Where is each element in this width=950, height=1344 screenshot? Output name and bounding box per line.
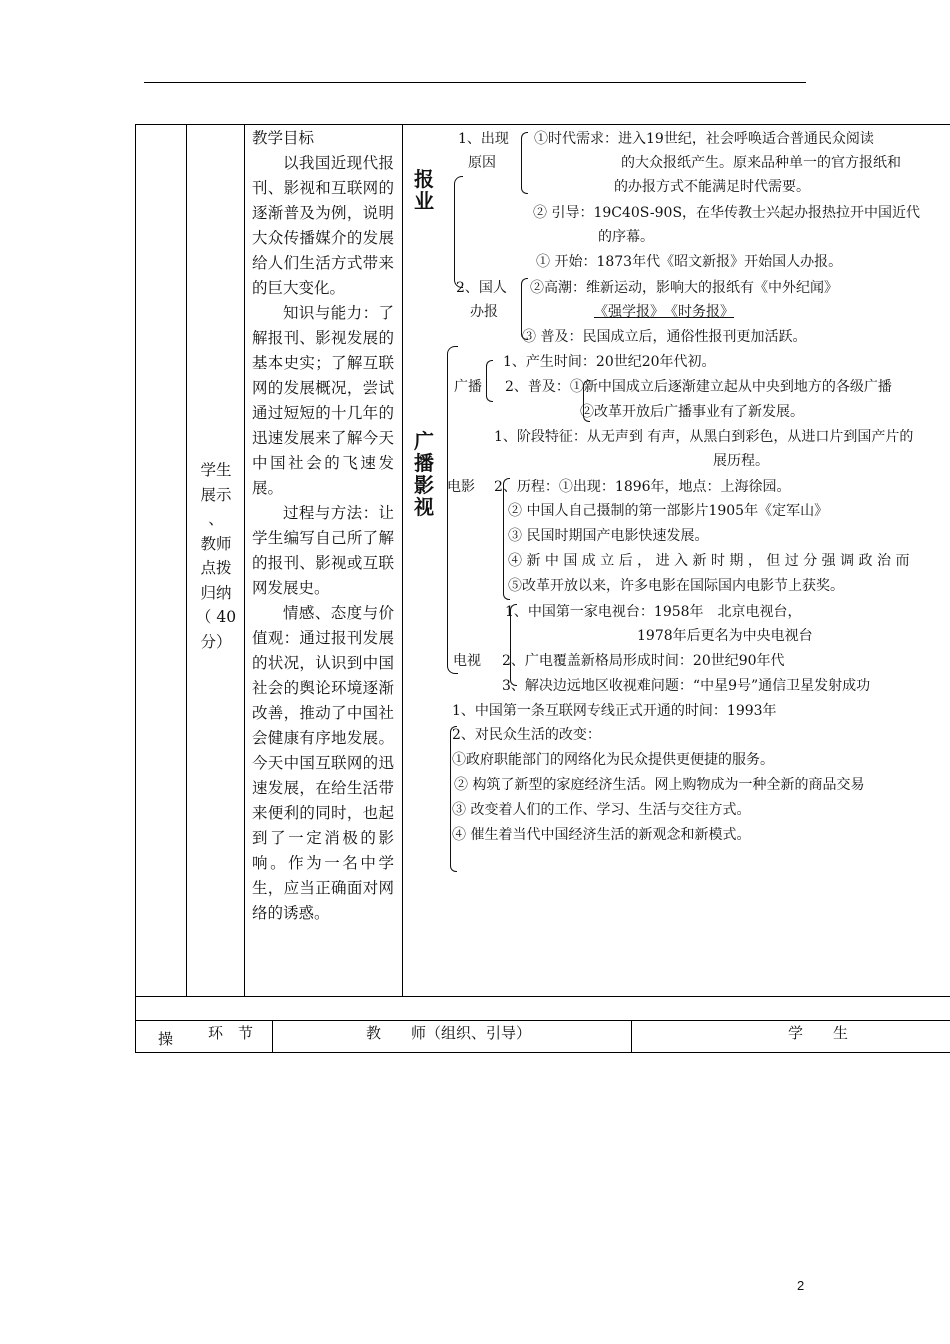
bracket-reason	[521, 132, 528, 194]
tv-line: 2、广电覆盖新格局形成时间：20世纪90年代	[502, 653, 785, 669]
baoye-line: 的序幕。	[598, 229, 654, 245]
film-line: ③ 民国时期国产电影快速发展。	[508, 528, 709, 544]
baoye-s1b: 原因	[468, 155, 496, 171]
footer-cell-2: 环 节	[208, 1024, 254, 1042]
internet-line: ② 构筑了新型的家庭经济生活。网上购物成为一种全新的商品交易	[454, 777, 865, 793]
bracket-internet	[450, 726, 457, 872]
stage-label-line: 点拨	[200, 559, 232, 577]
bracket-baoye	[454, 176, 463, 288]
baoye-line: ① 开始：1873年代《昭文新报》开始国人办报。	[536, 254, 843, 270]
stage-label-line: （ 40	[195, 608, 237, 626]
film-line: 1、阶段特征：从无声到 有声，从黑白到彩色，从进口片到国产片的	[494, 429, 914, 445]
objectives-paragraph: 以我国近现代报刊、影视和互联网的逐渐普及为例，说明大众传播媒介的发展给人们生活方式带来的巨大变化。	[252, 154, 394, 297]
table-row-divider-2	[135, 1020, 950, 1021]
table-border-left	[135, 124, 136, 1052]
section-header-guangbo: 广播影视	[414, 429, 434, 519]
baoye-s2b: 办报	[470, 304, 498, 320]
tv-line: 1978年后更名为中央电视台	[637, 628, 813, 644]
internet-line: 2、对民众生活的改变：	[452, 727, 601, 743]
film-line: ② 中国人自己摄制的第一部影片1905年《定军山》	[508, 503, 829, 519]
baoye-line: 的办报方式不能满足时代需要。	[614, 179, 810, 195]
baoye-line: ③ 普及：民国成立后，通俗性报刊更加活跃。	[522, 329, 807, 345]
radio-line: ②改革开放后广播事业有了新发展。	[580, 404, 804, 420]
stage-label-line: 、	[208, 510, 224, 528]
table-row-divider	[135, 996, 950, 997]
baoye-line: ② 引导：19C40S-90S，在华传教士兴起办报热拉开中国近代	[533, 205, 921, 221]
tv-line: 1、中国第一家电视台：1958年 北京电视台，	[505, 604, 802, 620]
table-col-divider-3	[402, 124, 403, 996]
section-header-baoye: 报业	[414, 167, 434, 213]
baoye-s2a: 2、国人	[456, 280, 507, 296]
tv-label: 电视	[453, 653, 481, 669]
objectives-title: 教学目标	[252, 129, 315, 147]
tv-line: 3、解决边远地区收视难问题：“中星9号”通信卫星发射成功	[502, 678, 871, 694]
internet-line: ①政府职能部门的网络化为民众提供更便捷的服务。	[452, 752, 774, 768]
objectives-paragraph: 情感、态度与价值观：通过报刊发展的状况，认识到中国社会的舆论环境逐渐改善，推动了中国社会健康有序地发展。今天中国互联网的迅速发展，在给生活带来便利的同时，也起到了一定消极的影响。作为一名中学生，应当正确面对网络的诱惑。	[252, 604, 394, 922]
footer-cell-4: 学 生	[788, 1024, 849, 1042]
internet-line: ③ 改变着人们的工作、学习、生活与交往方式。	[452, 802, 751, 818]
table-col-divider-1	[186, 124, 187, 996]
page-number: 2	[797, 1278, 805, 1293]
footer-col-divider-1	[272, 1020, 273, 1052]
internet-line: ④ 催生着当代中国经济生活的新观念和新模式。	[452, 827, 751, 843]
film-line: ④ 新 中 国 成 立 后 ， 进 入 新 时 期 ， 但 过 分 强 调 政 治 而	[508, 553, 910, 569]
header-rule	[144, 82, 806, 83]
objectives-paragraph: 过程与方法：让学生编写自己所了解的报刊、影视或互联网发展史。	[252, 504, 394, 597]
baoye-line: 《强学报》 《时务报》	[594, 304, 734, 320]
radio-line: 1、产生时间：20世纪20年代初。	[503, 354, 716, 370]
stage-label-line: 分）	[200, 632, 232, 651]
table-border-bottom	[135, 1052, 950, 1053]
stage-label-line: 教师	[200, 534, 232, 553]
baoye-s1a: 1、出现	[458, 131, 509, 147]
stage-label	[192, 458, 240, 654]
internet-line: 1、中国第一条互联网专线正式开通的时间：1993年	[452, 703, 777, 719]
stage-label-line: 归纳	[200, 583, 232, 602]
bracket-radio	[486, 360, 493, 402]
objectives-paragraph: 知识与能力：了解报刊、影视发展的基本史实；了解互联网的发展概况，尝试通过短短的十几年的迅速发展来了解今天中国社会的飞速发展。	[252, 304, 394, 497]
baoye-line: 的大众报纸产生。原来品种单一的官方报纸和	[621, 155, 901, 171]
baoye-line: ②高潮：维新运动，影响大的报纸有《中外纪闻》	[530, 280, 838, 296]
teaching-objectives	[252, 126, 394, 926]
radio-label: 广播	[454, 379, 482, 395]
radio-line: 2、普及：①新中国成立后逐渐建立起从中央到地方的各级广播	[505, 379, 892, 395]
film-line: 展历程。	[713, 453, 769, 469]
baoye-line: ①时代需求：进入19世纪，社会呼唤适合普通民众阅读	[534, 131, 874, 147]
film-label: 电影	[447, 479, 475, 495]
table-col-divider-2	[244, 124, 245, 996]
footer-cell-1: 操	[158, 1030, 174, 1048]
footer-cell-3: 教 师（组织、引导）	[366, 1024, 532, 1042]
footer-col-divider-2	[631, 1020, 632, 1052]
film-line: ⑤改革开放以来，许多电影在国际国内电影节上获奖。	[508, 578, 844, 594]
stage-label-line: 展示	[200, 485, 232, 504]
table-border-top	[135, 124, 950, 125]
stage-label-line: 学生	[200, 461, 232, 479]
film-line: 2、历程：①出现：1896年，地点：上海徐园。	[494, 479, 791, 495]
